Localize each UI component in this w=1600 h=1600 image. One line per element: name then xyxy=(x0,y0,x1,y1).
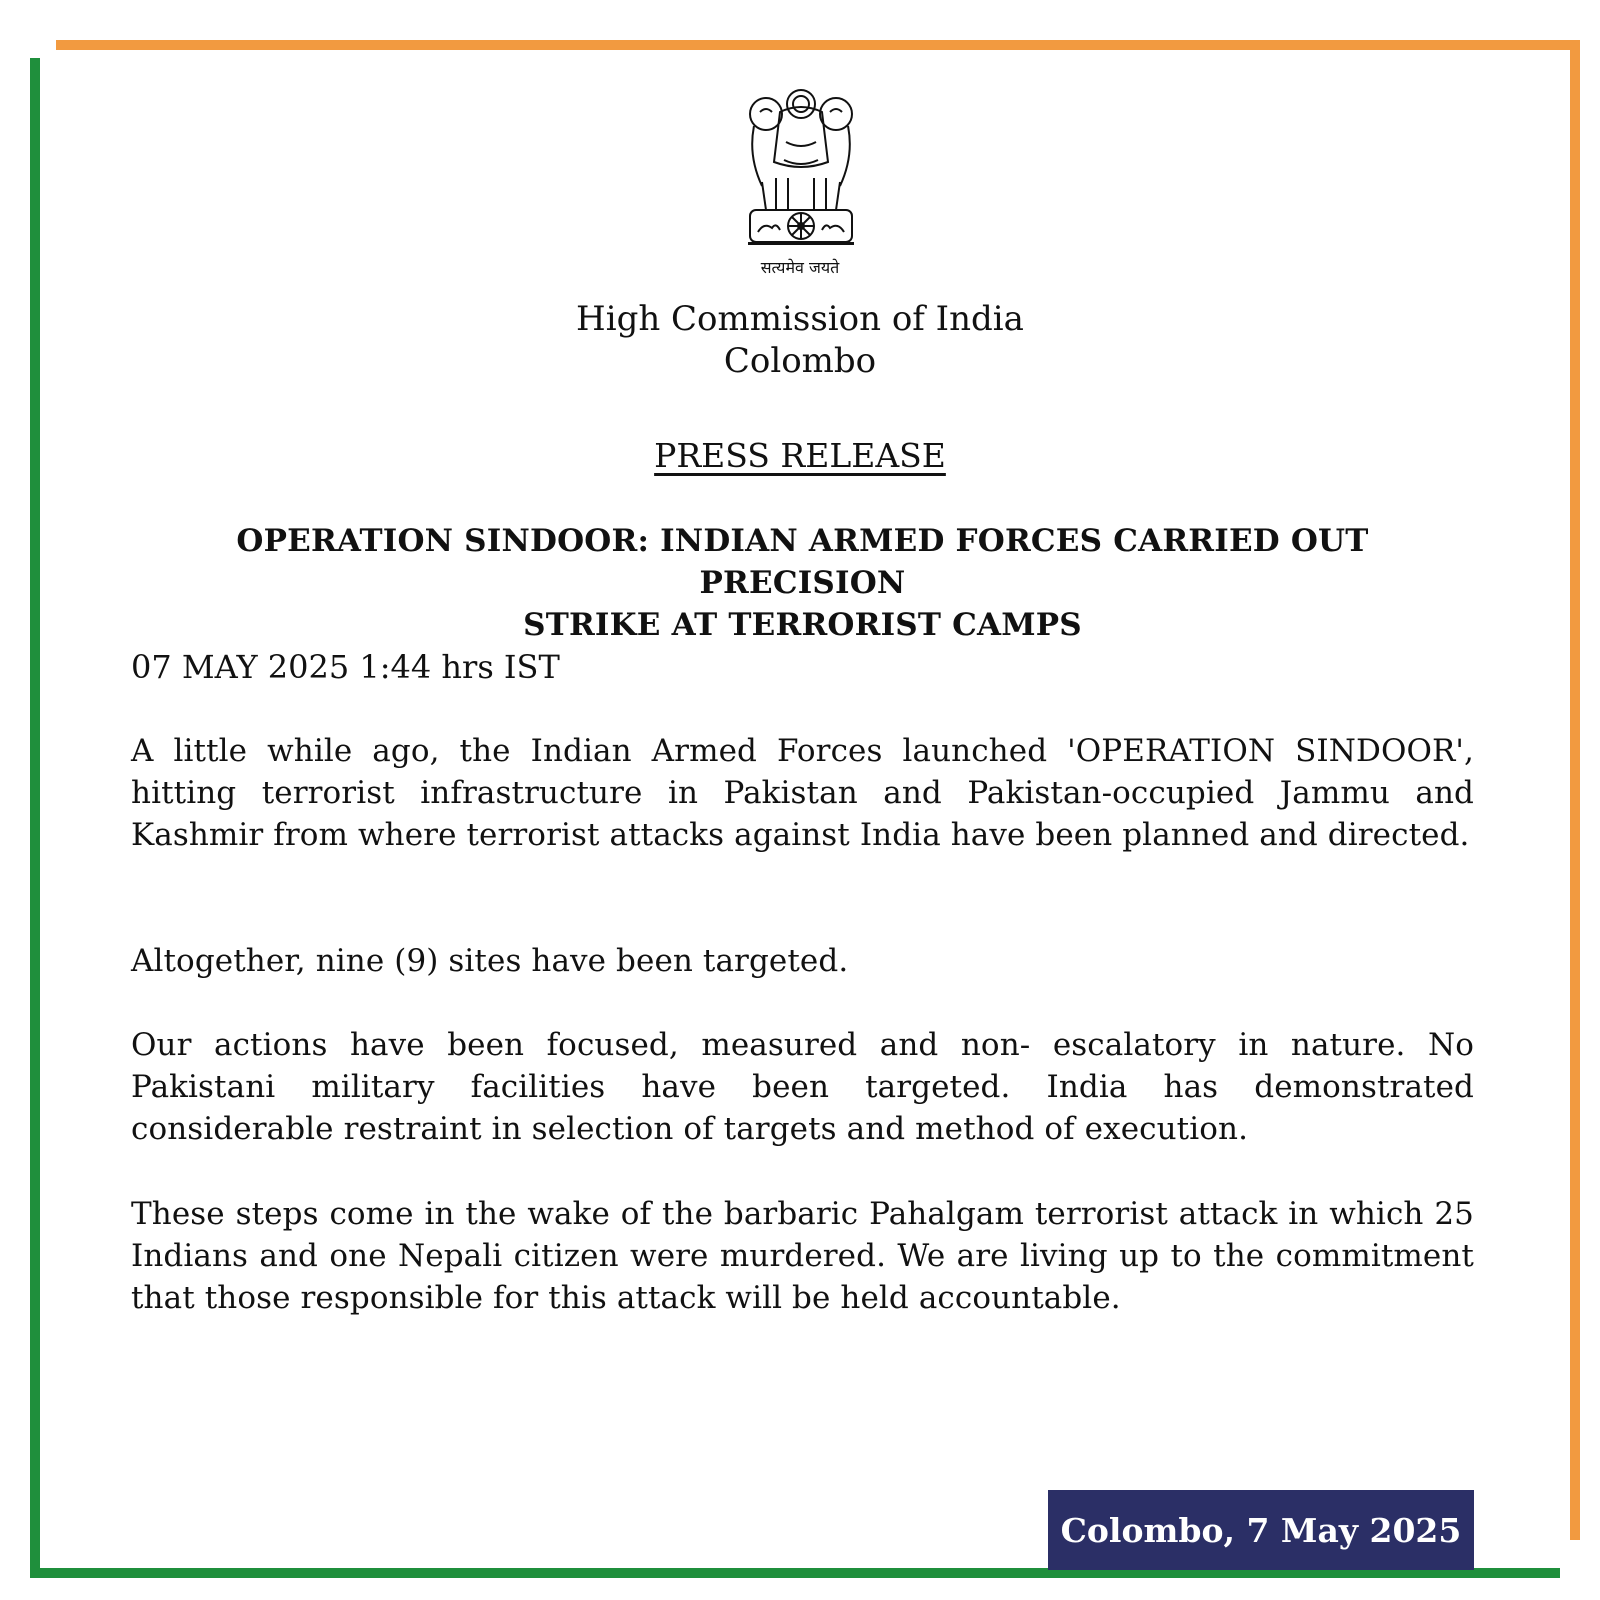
border-left-green xyxy=(30,58,40,1578)
body-paragraph-1: A little while ago, the Indian Armed Forces launched 'OPERATION SINDOOR', hitting terrorist infrastructure in Pakistan and Pakistan-occupied Jammu and Kashmir from where terrorist attacks against India have been planned and directed. xyxy=(131,733,1474,853)
headline-line-2: STRIKE AT TERRORIST CAMPS xyxy=(523,607,1082,643)
issuing-office xyxy=(400,298,1200,382)
org-name: High Commission of India xyxy=(576,299,1024,339)
body-paragraph-3: Our actions have been focused, measured and non- escalatory in nature. No Pakistani military facilities have been targeted. India has demonstrated considerable restraint in selection of targets and method of execution. xyxy=(131,1027,1474,1147)
headline-line-1: OPERATION SINDOOR: INDIAN ARMED FORCES CARRIED OUT PRECISION xyxy=(236,523,1369,601)
border-right-saffron xyxy=(1570,40,1580,1540)
org-city: Colombo xyxy=(723,341,877,381)
body-paragraph-2: Altogether, nine (9) sites have been targeted. xyxy=(131,943,849,979)
document-type: PRESS RELEASE xyxy=(654,436,946,475)
headline xyxy=(131,520,1474,646)
emblem-motto: सत्यमेव जयते xyxy=(760,258,840,277)
body-paragraph-4: These steps come in the wake of the barbaric Pahalgam terrorist attack in which 25 Indians and one Nepali citizen were murdered. We are living up to the commitment that those responsible for this attack will be held accountable. xyxy=(131,1196,1474,1316)
national-emblem-icon xyxy=(740,82,862,252)
border-top-saffron xyxy=(56,40,1580,50)
dateline: 07 MAY 2025 1:44 hrs IST xyxy=(131,648,560,686)
place-date-badge: Colombo, 7 May 2025 xyxy=(1048,1490,1474,1570)
